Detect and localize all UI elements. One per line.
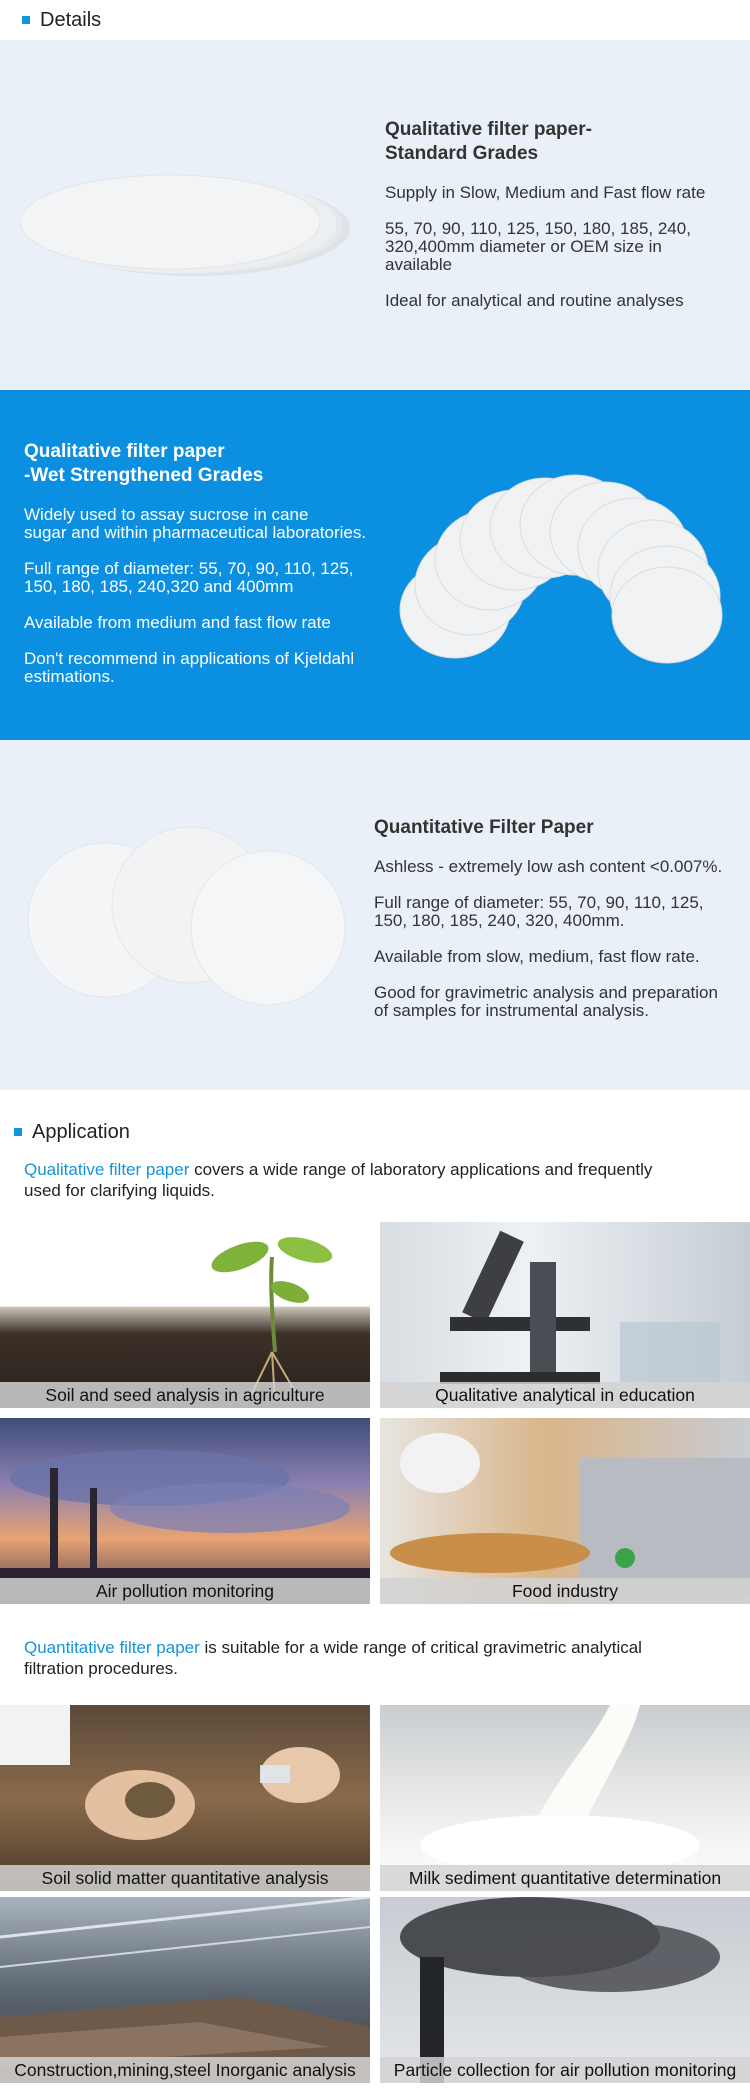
- wet-kjeldahl-2: estimations.: [24, 667, 115, 686]
- caption-construction: Construction,mining,steel Inorganic analysis: [0, 2057, 370, 2083]
- microscope-icon: [380, 1222, 750, 1408]
- plant-sprout-icon: [0, 1222, 370, 1408]
- photo-construction: [0, 1897, 370, 2083]
- wet-kjeldahl-1: Don't recommend in applications of Kjeldahl: [24, 649, 355, 668]
- qualitative-intro-2: used for clarifying liquids.: [24, 1181, 215, 1200]
- quantitative-text: [374, 816, 746, 1020]
- wet-usage-1: Widely used to assay sucrose in cane: [24, 505, 309, 524]
- caption-air-pollution: Air pollution monitoring: [0, 1578, 370, 1604]
- qualitative-link[interactable]: Qualitative filter paper: [24, 1160, 190, 1179]
- photo-food-industry: [380, 1418, 750, 1604]
- quantitative-intro-2: filtration procedures.: [24, 1659, 179, 1678]
- caption-particle: Particle collection for air pollution monitoring: [380, 2057, 750, 2083]
- quantitative-intro-1: is suitable for a wide range of critical gravimetric analytical: [199, 1638, 642, 1657]
- wet-sizes-1: Full range of diameter: 55, 70, 90, 110, 125,: [24, 559, 354, 578]
- application-title: Application: [32, 1120, 130, 1143]
- standard-grades-ideal: Ideal for analytical and routine analyses: [385, 291, 684, 310]
- standard-grades-flow: Supply in Slow, Medium and Fast flow rate: [385, 183, 706, 202]
- caption-education: Qualitative analytical in education: [380, 1382, 750, 1408]
- photo-soil-seed: [0, 1222, 370, 1408]
- photo-education: [380, 1222, 750, 1408]
- filter-paper-arc-image: [395, 470, 735, 670]
- hands-soil-icon: [0, 1705, 370, 1891]
- quantitative-link[interactable]: Quantitative filter paper: [24, 1638, 200, 1657]
- chimney-smoke-icon: [380, 1897, 750, 2083]
- qualitative-intro: [24, 1159, 714, 1201]
- photo-air-pollution: [0, 1418, 370, 1604]
- wet-heading-2: -Wet Strengthened Grades: [24, 465, 264, 486]
- quantitative-intro: [24, 1637, 714, 1679]
- quantitative-sizes-1: Full range of diameter: 55, 70, 90, 110, 125,: [374, 893, 704, 912]
- standard-grades-sizes-2: 320,400mm diameter or OEM size in: [385, 237, 662, 256]
- wet-usage-2: sugar and within pharmaceutical laboratories.: [24, 523, 367, 542]
- filter-paper-stack-image: [20, 150, 350, 320]
- application-section-title: [0, 1112, 130, 1152]
- details-title: Details: [40, 8, 102, 31]
- standard-grades-band: [0, 40, 750, 390]
- quantitative-heading: Quantitative Filter Paper: [374, 817, 594, 838]
- section-marker-icon: [14, 1128, 22, 1136]
- standard-grades-heading-2: Standard Grades: [385, 143, 539, 164]
- quantitative-ashless: Ashless - extremely low ash content <0.007%.: [374, 857, 723, 876]
- qualitative-intro-1: covers a wide range of laboratory applications and frequently: [189, 1160, 653, 1179]
- caption-milk: Milk sediment quantitative determination: [380, 1865, 750, 1891]
- quantitative-papers-image: [20, 825, 350, 1005]
- food-machine-icon: [380, 1418, 750, 1604]
- steel-warehouse-icon: [0, 1897, 370, 2083]
- milk-splash-icon: [380, 1705, 750, 1891]
- quantitative-sizes-2: 150, 180, 185, 240, 320, 400mm.: [374, 911, 625, 930]
- photo-milk: [380, 1705, 750, 1891]
- quantitative-good-1: Good for gravimetric analysis and preparation: [374, 983, 718, 1002]
- standard-grades-sizes-1: 55, 70, 90, 110, 125, 150, 180, 185, 240,: [385, 219, 691, 238]
- wet-heading-1: Qualitative filter paper: [24, 441, 225, 462]
- caption-soil-seed: Soil and seed analysis in agriculture: [0, 1382, 370, 1408]
- photo-soil-solid: [0, 1705, 370, 1891]
- section-marker-icon: [22, 16, 30, 24]
- caption-soil-solid: Soil solid matter quantitative analysis: [0, 1865, 370, 1891]
- quantitative-good-2: of samples for instrumental analysis.: [374, 1001, 649, 1020]
- wet-strengthened-text: [24, 440, 404, 686]
- quantitative-band: [0, 740, 750, 1090]
- caption-food-industry: Food industry: [380, 1578, 750, 1604]
- photo-particle: [380, 1897, 750, 2083]
- wet-sizes-2: 150, 180, 185, 240,320 and 400mm: [24, 577, 294, 596]
- standard-grades-text: [385, 118, 745, 310]
- wet-flow: Available from medium and fast flow rate: [24, 613, 331, 632]
- details-section-title: [0, 0, 101, 40]
- standard-grades-heading-1: Qualitative filter paper-: [385, 119, 592, 140]
- factory-smoke-icon: [0, 1418, 370, 1604]
- quantitative-flow: Available from slow, medium, fast flow rate.: [374, 947, 700, 966]
- wet-strengthened-band: [0, 390, 750, 740]
- standard-grades-sizes-3: available: [385, 255, 453, 274]
